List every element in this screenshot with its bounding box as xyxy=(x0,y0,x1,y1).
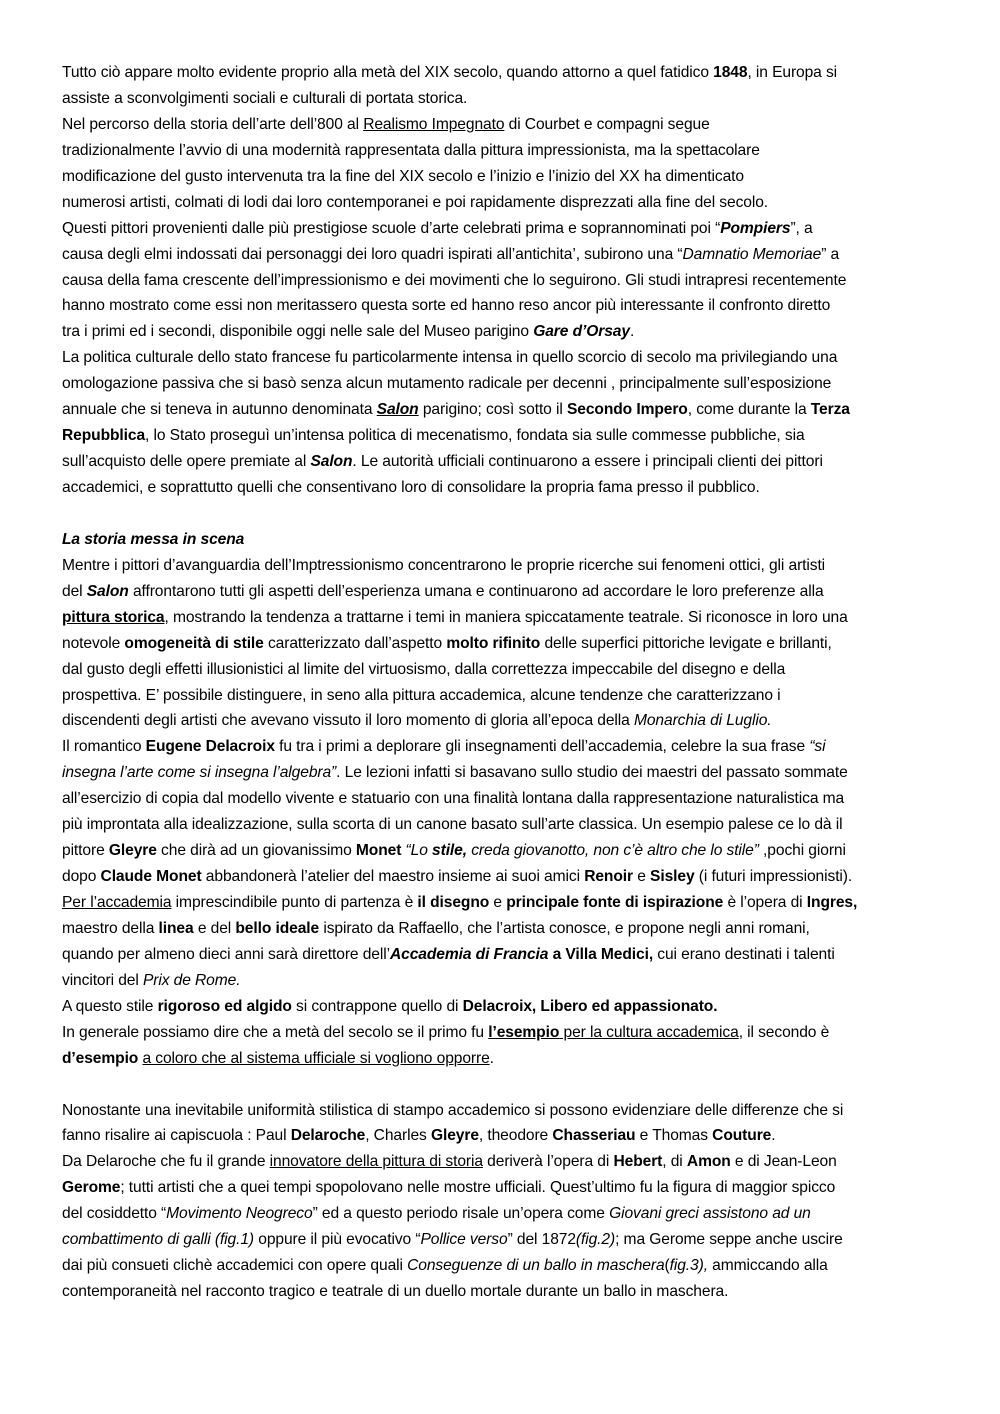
styled-text-run: bello ideale xyxy=(235,919,320,937)
text-line xyxy=(62,734,938,760)
styled-text-run: Accademia di Francia xyxy=(389,945,549,963)
text-run: discendenti degli artisti che avevano vissuto il loro momento di gloria all’epoca della xyxy=(62,712,634,730)
text-run: e di Jean-Leon xyxy=(730,1153,837,1171)
text-run: e del xyxy=(193,919,236,937)
text-run: . xyxy=(771,1127,776,1145)
text-line xyxy=(62,1279,938,1305)
text-run: Da Delaroche che fu il grande xyxy=(62,1153,270,1171)
text-line xyxy=(62,319,938,345)
text-run: dai più consueti clichè accademici con opere quali xyxy=(62,1257,408,1275)
styled-text-run: creda giovanotto, non c’è altro che lo stile” xyxy=(466,842,759,860)
text-line xyxy=(62,190,938,216)
styled-text-run: Hebert xyxy=(613,1153,663,1171)
text-run: ” del 1872 xyxy=(507,1231,576,1249)
styled-text-run: Amon xyxy=(686,1153,731,1171)
styled-text-run: Sisley xyxy=(650,868,695,886)
styled-text-run: Delacroix, Libero ed appassionato. xyxy=(462,997,718,1015)
text-line xyxy=(62,1098,938,1124)
document-body xyxy=(62,60,938,1305)
styled-text-run: d’esempio xyxy=(62,1049,139,1067)
text-run: parigino; così sotto il xyxy=(418,401,567,419)
styled-text-run: a Villa Medici, xyxy=(552,945,654,963)
styled-text-run: Secondo Impero xyxy=(566,401,688,419)
text-line xyxy=(62,890,938,916)
text-line xyxy=(62,812,938,838)
styled-text-run: Claude Monet xyxy=(100,868,202,886)
styled-text-run: Damnatio Memoriae xyxy=(682,245,822,263)
text-run: ; tutti artisti che a quei tempi spopolovano nelle mostre ufficiali. Quest’ultimo fu la figura di maggior spicco xyxy=(120,1179,836,1197)
text-run: causa della fama crescente dell’impressionismo e dei movimenti che lo seguirono. Gli studi intrapresi recentemente xyxy=(62,271,847,289)
text-run: all’esercizio di copia dal modello vivente e statuario con una finalità lontana dalla rappresentazione naturalistica ma xyxy=(62,790,845,808)
text-line xyxy=(62,345,938,371)
text-run: abbandonerà l’atelier del maestro insieme ai suoi amici xyxy=(201,868,585,886)
text-run: . Le autorità ufficiali continuarono a essere i principali clienti dei pittori xyxy=(352,453,823,471)
text-run: dal gusto degli effetti illusionistici al limite del virtuosismo, dalla correttezza impeccabile del disegno e della xyxy=(62,660,786,678)
text-line xyxy=(62,1201,938,1227)
text-line xyxy=(62,475,938,501)
text-line xyxy=(62,527,938,553)
styled-text-run: l’esempio xyxy=(488,1023,560,1041)
text-run: imprescindibile punto di partenza è xyxy=(171,894,418,911)
text-run: causa degli elmi indossati dai personaggi dei loro quadri ispirati all’antichita’, subirono una “ xyxy=(62,245,683,263)
text-line xyxy=(62,371,938,397)
styled-text-run: Chasseriau xyxy=(552,1127,636,1145)
text-line xyxy=(62,760,938,786)
styled-text-run: (fig.2) xyxy=(575,1231,616,1249)
text-run: annuale che si teneva in autunno denominata xyxy=(62,401,377,419)
text-run: vincitori del xyxy=(62,971,143,989)
text-run: prospettiva. E’ possibile distinguere, in seno alla pittura accademica, alcune tendenze che caratterizzano i xyxy=(62,686,781,704)
text-run: , mostrando la tendenza a trattarne i temi in maniera spiccatamente teatrale. Si riconosce in loro una xyxy=(164,608,848,626)
text-line xyxy=(62,112,938,138)
styled-text-run: stile, xyxy=(432,842,467,860)
text-line xyxy=(62,1149,938,1175)
text-run: . xyxy=(489,1049,494,1067)
styled-text-run: Gleyre xyxy=(108,842,157,860)
text-run: ” ed a questo periodo risale un’opera come xyxy=(312,1205,610,1223)
text-line xyxy=(62,553,938,579)
styled-text-run: Gerome xyxy=(62,1179,121,1197)
styled-text-run: Per l’accademia xyxy=(62,894,172,911)
styled-text-run: La storia messa in scena xyxy=(62,530,245,548)
text-line xyxy=(62,916,938,942)
text-run: . xyxy=(629,323,635,341)
text-run: Tutto ciò appare molto evidente proprio alla metà del XIX secolo, quando attorno a quel fatidico xyxy=(62,64,714,81)
text-line xyxy=(62,631,938,657)
text-run: affrontarono tutti gli aspetti dell’esperienza umana e continuarono ad accordare le loro preferenze alla xyxy=(128,582,824,600)
text-run: ( xyxy=(664,1257,670,1275)
text-line xyxy=(62,605,938,631)
styled-text-run: Ingres, xyxy=(806,894,858,911)
styled-text-run: Gleyre xyxy=(430,1127,479,1145)
styled-text-run: Pompiers xyxy=(720,219,791,237)
styled-text-run: combattimento di galli (fig.1) xyxy=(62,1231,255,1249)
text-line xyxy=(62,268,938,294)
paragraph-gap xyxy=(62,1072,938,1098)
text-line xyxy=(62,1227,938,1253)
text-run: accademici, e soprattutto quelli che consentivano loro di consolidare la propria fama presso il pubblico. xyxy=(62,479,760,496)
styled-text-run: linea xyxy=(158,919,194,937)
text-run: deriverà l’opera di xyxy=(482,1153,614,1171)
styled-text-run: Couture xyxy=(712,1127,772,1145)
text-run: . Le lezioni infatti si basavano sullo studio dei maestri del passato sommate xyxy=(336,764,848,782)
text-line xyxy=(62,683,938,709)
text-line xyxy=(62,708,938,734)
text-run: notevole xyxy=(62,634,125,652)
text-run: e xyxy=(632,868,651,886)
paragraph-gap xyxy=(62,501,938,527)
text-run: ; ma Gerome seppe anche uscire xyxy=(615,1231,843,1249)
styled-text-run: fig.3), xyxy=(669,1257,708,1275)
styled-text-run: Monet xyxy=(355,842,402,860)
text-run: pittore xyxy=(62,842,109,860)
styled-text-run: omogeneità di stile xyxy=(124,634,264,652)
text-run: assiste a sconvolgimenti sociali e culturali di portata storica. xyxy=(62,89,468,107)
text-run: Nel percorso della storia dell’arte dell’800 al xyxy=(62,115,364,133)
styled-text-run: 1848 xyxy=(713,64,748,81)
text-run: sull’acquisto delle opere premiate al xyxy=(62,453,311,471)
text-run: cui erano destinati i talenti xyxy=(653,945,835,963)
styled-text-run: a coloro che al sistema ufficiale si vogliono opporre xyxy=(142,1049,490,1067)
paragraph-3 xyxy=(62,1098,938,1306)
text-run: ispirato da Raffaello, che l’artista conosce, e propone negli anni romani, xyxy=(319,919,810,937)
styled-text-run: Salon xyxy=(310,453,353,471)
text-run: , lo Stato proseguì un’intensa politica di mecenatismo, fondata sia sulle commesse pubbliche, sia xyxy=(145,427,805,445)
text-line xyxy=(62,423,938,449)
text-run: , come durante la xyxy=(687,401,811,419)
text-line xyxy=(62,397,938,423)
text-line xyxy=(62,942,938,968)
paragraph-1 xyxy=(62,60,938,501)
text-line xyxy=(62,1123,938,1149)
text-run: fu tra i primi a deplorare gli insegnamenti dell’accademia, celebre la sua frase xyxy=(274,738,810,756)
text-run: oppure il più evocativo “ xyxy=(254,1231,421,1249)
styled-text-run: molto rifinito xyxy=(446,634,541,652)
text-line xyxy=(62,138,938,164)
text-run: più improntata alla idealizzazione, sulla scorta di un canone basato sull’arte classica. Un esempio palese ce lo dà il xyxy=(62,816,843,834)
text-line xyxy=(62,1175,938,1201)
text-run: ” a xyxy=(821,245,840,263)
text-line xyxy=(62,242,938,268)
styled-text-run: principale fonte di ispirazione xyxy=(506,894,724,911)
text-run: delle superfici pittoriche levigate e brillanti, xyxy=(540,634,832,652)
styled-text-run: Prix de Rome. xyxy=(142,971,241,989)
styled-text-run: per la cultura accademica xyxy=(559,1023,739,1041)
text-run: In generale possiamo dire che a metà del secolo se il primo fu xyxy=(62,1023,489,1041)
text-run: , theodore xyxy=(478,1127,553,1145)
styled-text-run: Repubblica xyxy=(62,427,146,445)
text-line xyxy=(62,86,938,112)
text-line xyxy=(62,838,938,864)
text-run: si contrappone quello di xyxy=(291,997,463,1015)
text-run: Nonostante una inevitabile uniformità stilistica di stampo accademico si possono evidenziare delle differenze che si xyxy=(62,1101,844,1119)
styled-text-run: Renoir xyxy=(584,868,633,886)
text-run: che dirà ad un giovanissimo xyxy=(156,842,356,860)
text-run: ,pochi giorni xyxy=(758,842,846,860)
text-run: tra i primi ed i secondi, disponibile oggi nelle sale del Museo parigino xyxy=(62,323,534,341)
text-run: La politica culturale dello stato francese fu particolarmente intensa in quello scorcio di secolo ma privilegiando una xyxy=(62,349,838,367)
text-run: , Charles xyxy=(365,1127,431,1145)
text-run: Il romantico xyxy=(62,738,146,756)
text-run: quando per almeno dieci anni sarà direttore dell’ xyxy=(62,945,390,963)
styled-text-run: Eugene Delacroix xyxy=(145,738,275,756)
text-run: A questo stile xyxy=(62,997,158,1015)
text-line xyxy=(62,994,938,1020)
text-run: omologazione passiva che si basò senza alcun mutamento radicale per decenni , principalmente sull’esposizione xyxy=(62,375,832,393)
styled-text-run: Terza xyxy=(810,401,850,419)
text-line xyxy=(62,657,938,683)
text-run: caratterizzato dall’aspetto xyxy=(263,634,447,652)
text-run: tradizionalmente l’avvio di una modernità rappresentata dalla pittura impressionista, ma la spettacolare xyxy=(62,141,760,159)
styled-text-run: Giovani greci assistono ad un xyxy=(609,1205,811,1223)
text-run: del cosiddetto “ xyxy=(62,1205,167,1223)
text-line xyxy=(62,579,938,605)
text-line xyxy=(62,1020,938,1046)
text-run: maestro della xyxy=(62,919,159,937)
text-run: (i futuri impressionisti). xyxy=(694,868,853,886)
text-run: ”, a xyxy=(790,219,813,237)
text-run: di Courbet e compagni segue xyxy=(504,115,710,133)
text-run: , il secondo è xyxy=(738,1023,830,1041)
text-run: e Thomas xyxy=(635,1127,713,1145)
styled-text-run: il disegno xyxy=(417,894,490,911)
styled-text-run: rigoroso ed algido xyxy=(157,997,292,1015)
styled-text-run: Pollice verso xyxy=(420,1231,508,1249)
text-run: è l’opera di xyxy=(723,894,807,911)
text-line xyxy=(62,60,938,86)
text-line xyxy=(62,293,938,319)
styled-text-run: Conseguenze di un ballo in maschera xyxy=(407,1257,665,1275)
text-run: del xyxy=(62,582,87,600)
text-run: Mentre i pittori d’avanguardia dell’Imptressionismo concentrarono le proprie ricerche sui fenomeni ottici, gli artisti xyxy=(62,556,826,574)
text-line xyxy=(62,786,938,812)
text-line xyxy=(62,1253,938,1279)
text-line xyxy=(62,864,938,890)
text-run: dopo xyxy=(62,868,101,886)
styled-text-run: Realismo Impegnato xyxy=(363,115,505,133)
styled-text-run: Salon xyxy=(376,401,419,419)
styled-text-run: Gare d’Orsay xyxy=(533,323,630,341)
text-run: contemporaneità nel racconto tragico e teatrale di un duello mortale durante un ballo in maschera. xyxy=(62,1283,729,1301)
styled-text-run: insegna l’arte come si insegna l’algebra” xyxy=(62,764,337,782)
text-line xyxy=(62,164,938,190)
text-run: modificazione del gusto intervenuta tra la fine del XIX secolo e l’inizio e l’inizio del XX ha dimenticato xyxy=(62,167,744,185)
text-line xyxy=(62,968,938,994)
text-run: , di xyxy=(662,1153,687,1171)
text-run: ammiccando alla xyxy=(707,1257,828,1275)
styled-text-run: Salon xyxy=(86,582,129,600)
styled-text-run: “Lo xyxy=(405,842,433,860)
paragraph-2 xyxy=(62,527,938,1072)
text-run: fanno risalire ai capiscuola : Paul xyxy=(62,1127,291,1145)
styled-text-run: innovatore della pittura di storia xyxy=(269,1153,483,1171)
styled-text-run: Movimento Neogreco xyxy=(166,1205,313,1223)
text-line xyxy=(62,216,938,242)
styled-text-run: pittura storica xyxy=(62,608,165,626)
text-run: e xyxy=(489,894,507,911)
styled-text-run: Delaroche xyxy=(290,1127,366,1145)
text-line xyxy=(62,1046,938,1072)
styled-text-run: Monarchia di Luglio. xyxy=(633,712,772,730)
text-run: Questi pittori provenienti dalle più prestigiose scuole d’arte celebrati prima e soprannominati poi “ xyxy=(62,219,721,237)
text-run: hanno mostrato come essi non meritassero questa sorte ed hanno reso ancor più interessante il confronto diretto xyxy=(62,297,831,315)
styled-text-run: “si xyxy=(809,738,826,756)
text-run: numerosi artisti, colmati di lodi dai loro contemporanei e poi rapidamente disprezzati alla fine del secolo. xyxy=(62,193,769,211)
text-run: , in Europa si xyxy=(747,64,838,81)
text-line xyxy=(62,449,938,475)
